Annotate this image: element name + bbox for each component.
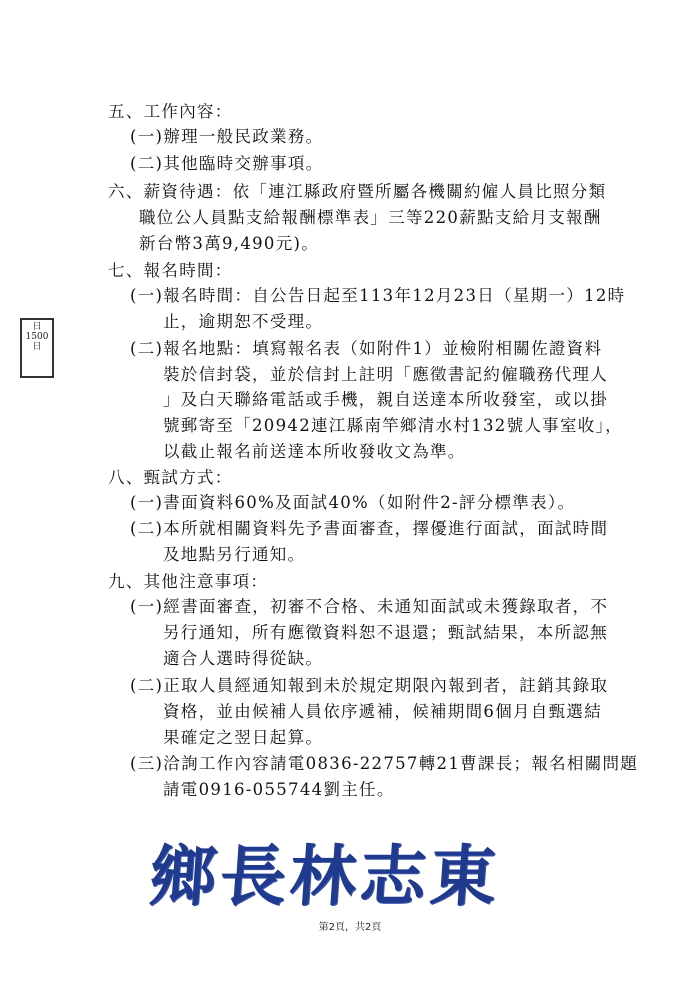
section-8-item-1: (一)書面資料60%及面試40%（如附件2-評分標準表）。 — [130, 493, 576, 512]
section-7-item-2-line-3: 」及白天聯絡電話或手機，親自送達本所收發室，或以掛 — [163, 390, 608, 409]
section-9-item-2-line-1: (二)正取人員經通知報到未於規定期限內報到者，註銷其錄取 — [130, 676, 609, 695]
page-footer: 第2頁，共2頁 — [318, 922, 382, 933]
section-9-item-2-line-3: 果確定之翌日起算。 — [163, 728, 324, 747]
stamp-line-1: 日 — [32, 322, 42, 332]
section-5-item-1: (一)辦理一般民政業務。 — [130, 127, 324, 146]
section-7-item-2-line-5: 以截止報名前送達本所收發收文為準。 — [163, 442, 466, 461]
section-7-item-1-line-1: (一)報名時間：自公告日起至113年12月23日（星期一）12時 — [130, 286, 626, 305]
section-6-line-3: 新台幣3萬9,490元)。 — [139, 234, 320, 253]
section-7-item-2-line-1: (二)報名地點：填寫報名表（如附件1）並檢附相關佐證資料 — [130, 339, 603, 358]
section-9-item-3-line-1: (三)洽詢工作內容請電0836-22757轉21曹課長；報名相關問題 — [130, 754, 639, 773]
section-7-item-2-line-2: 裝於信封袋，並於信封上註明「應徵書記約僱職務代理人 — [163, 365, 608, 384]
stamp-line-2: 1500 — [25, 332, 49, 342]
section-8-item-2-line-2: 及地點另行通知。 — [163, 545, 306, 564]
section-8-heading: 八、甄試方式： — [108, 468, 233, 487]
section-9-item-3-line-2: 請電0916-055744劉主任。 — [163, 780, 395, 799]
section-7-heading: 七、報名時間： — [108, 261, 233, 280]
section-9-item-1-line-1: (一)經書面審查，初審不合格、未通知面試或未獲錄取者，不 — [130, 597, 609, 616]
section-9-heading: 九、其他注意事項： — [108, 572, 269, 591]
section-7-item-1-line-2: 止，逾期恕不受理。 — [163, 312, 324, 331]
section-9-item-1-line-2: 另行通知，所有應徵資料恕不退還；甄試結果，本所認無 — [163, 623, 608, 642]
section-6-line-2: 職位公人員點支給報酬標準表」三等220薪點支給月支報酬 — [139, 208, 602, 227]
signature-stamp: 鄉長林志東 — [147, 837, 503, 915]
section-8-item-2-line-1: (二)本所就相關資料先予書面審查，擇優進行面試，面試時間 — [130, 519, 609, 538]
section-9-item-2-line-2: 資格，並由候補人員依序遞補，候補期間6個月自甄選結 — [163, 702, 602, 721]
seal-stamp — [20, 318, 54, 378]
section-7-item-2-line-4: 號郵寄至「20942連江縣南竿鄉清水村132號人事室收」， — [163, 416, 623, 435]
section-9-item-1-line-3: 適合人選時得從缺。 — [163, 649, 324, 668]
stamp-line-3: 日 — [32, 342, 42, 352]
section-6-line-1: 六、薪資待遇：依「連江縣政府暨所屬各機關約僱人員比照分類 — [108, 182, 607, 201]
section-5-item-2: (二)其他臨時交辦事項。 — [130, 154, 324, 173]
section-5-heading: 五、工作內容： — [108, 102, 233, 121]
